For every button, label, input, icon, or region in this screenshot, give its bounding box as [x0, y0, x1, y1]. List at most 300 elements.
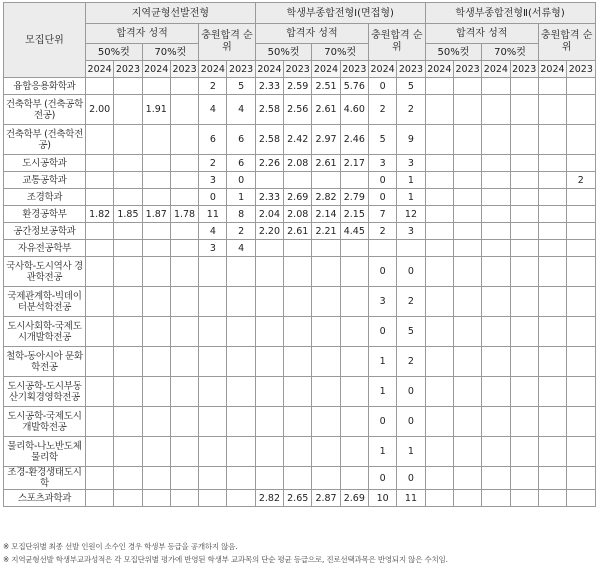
table-cell	[482, 172, 510, 189]
department-name: 융합응용화학과	[4, 78, 86, 95]
table-cell: 0	[199, 189, 227, 206]
table-cell	[538, 347, 566, 377]
table-cell	[142, 437, 170, 467]
table-cell	[255, 257, 283, 287]
table-cell	[538, 206, 566, 223]
table-cell	[425, 78, 453, 95]
table-cell	[86, 125, 114, 155]
cut50-header: 50%컷	[255, 44, 312, 61]
table-cell: 2.65	[284, 490, 312, 507]
table-cell	[199, 407, 227, 437]
table-cell: 1.82	[86, 206, 114, 223]
table-cell	[170, 95, 198, 125]
table-cell: 2.46	[340, 125, 368, 155]
table-cell: 1.85	[114, 206, 142, 223]
year-header-2023: 2023	[170, 61, 198, 78]
table-cell	[453, 347, 481, 377]
table-cell	[142, 125, 170, 155]
table-cell	[114, 95, 142, 125]
table-cell: 4	[227, 95, 255, 125]
table-cell	[482, 490, 510, 507]
table-cell	[86, 155, 114, 172]
table-cell	[453, 407, 481, 437]
table-cell: 11	[397, 490, 425, 507]
table-cell	[255, 287, 283, 317]
header-row-cuts	[4, 44, 596, 61]
admission-results-body	[4, 78, 596, 507]
table-cell: 2	[567, 172, 595, 189]
table-cell: 5	[368, 125, 396, 155]
table-cell	[510, 95, 538, 125]
table-cell	[199, 467, 227, 490]
table-cell	[284, 172, 312, 189]
table-cell	[482, 125, 510, 155]
table-cell	[114, 490, 142, 507]
table-cell: 0	[368, 172, 396, 189]
table-cell: 1	[368, 437, 396, 467]
department-name: 환경공학부	[4, 206, 86, 223]
year-header-2023: 2023	[114, 61, 142, 78]
table-cell	[510, 189, 538, 206]
department-name: 자유전공학부	[4, 240, 86, 257]
table-cell	[142, 287, 170, 317]
table-cell	[425, 347, 453, 377]
table-cell	[538, 490, 566, 507]
table-cell: 0	[368, 407, 396, 437]
table-cell	[170, 155, 198, 172]
table-cell	[453, 206, 481, 223]
table-cell: 9	[397, 125, 425, 155]
table-cell	[284, 287, 312, 317]
department-name: 건축학부 (건축공학전공)	[4, 95, 86, 125]
table-cell	[425, 189, 453, 206]
table-cell	[227, 490, 255, 507]
table-cell	[142, 155, 170, 172]
table-cell	[227, 347, 255, 377]
table-cell	[453, 223, 481, 240]
table-cell	[425, 95, 453, 125]
table-cell: 2	[368, 223, 396, 240]
table-cell	[453, 257, 481, 287]
table-cell	[114, 223, 142, 240]
table-cell	[170, 78, 198, 95]
table-cell	[510, 407, 538, 437]
table-cell	[567, 347, 595, 377]
table-cell	[170, 377, 198, 407]
table-cell: 7	[368, 206, 396, 223]
table-cell: 1	[397, 189, 425, 206]
table-cell	[142, 490, 170, 507]
table-cell	[510, 78, 538, 95]
table-cell: 2.59	[284, 78, 312, 95]
table-cell	[425, 377, 453, 407]
year-header-2024: 2024	[482, 61, 510, 78]
group-header-document: 학생부종합전형Ⅱ(서류형)	[425, 3, 595, 24]
table-cell	[510, 125, 538, 155]
table-row	[4, 287, 596, 317]
table-cell: 2.58	[255, 125, 283, 155]
table-cell	[227, 287, 255, 317]
table-cell	[567, 467, 595, 490]
table-cell	[114, 317, 142, 347]
table-cell	[312, 467, 340, 490]
year-header-2024: 2024	[312, 61, 340, 78]
table-cell: 2.82	[255, 490, 283, 507]
table-cell	[538, 317, 566, 347]
table-cell	[340, 467, 368, 490]
table-cell: 2.61	[284, 223, 312, 240]
year-header-2024: 2024	[142, 61, 170, 78]
group-header-regional: 지역균형선발전형	[86, 3, 256, 24]
table-cell	[284, 377, 312, 407]
table-cell	[510, 257, 538, 287]
table-cell: 2.08	[284, 155, 312, 172]
footnote-1: ※ 모집단위별 최종 선발 인원이 소수인 경우 학생부 등급을 공개하지 않음.	[3, 542, 238, 551]
table-cell	[284, 437, 312, 467]
table-cell	[482, 206, 510, 223]
department-name: 도시공학과	[4, 155, 86, 172]
table-cell	[425, 467, 453, 490]
table-cell	[255, 347, 283, 377]
table-cell: 2.79	[340, 189, 368, 206]
table-cell	[538, 223, 566, 240]
cut70-header: 70%컷	[142, 44, 199, 61]
table-cell	[510, 240, 538, 257]
table-cell	[567, 240, 595, 257]
department-name: 국제관계학-빅데이 터분석학전공	[4, 287, 86, 317]
table-cell	[453, 78, 481, 95]
year-header-2023: 2023	[567, 61, 595, 78]
year-header-2024: 2024	[538, 61, 566, 78]
department-name: 스포츠과학과	[4, 490, 86, 507]
table-cell: 0	[227, 172, 255, 189]
table-cell	[199, 257, 227, 287]
table-cell	[312, 317, 340, 347]
table-cell	[567, 155, 595, 172]
table-cell	[142, 317, 170, 347]
table-cell	[510, 206, 538, 223]
table-cell	[255, 377, 283, 407]
table-cell: 0	[368, 78, 396, 95]
table-cell: 0	[397, 407, 425, 437]
table-cell	[453, 95, 481, 125]
table-cell	[453, 377, 481, 407]
table-cell: 2.08	[284, 206, 312, 223]
table-cell	[86, 240, 114, 257]
table-cell: 2.82	[312, 189, 340, 206]
pass-score-header-interview: 합격자 성적	[255, 24, 368, 44]
table-cell	[170, 257, 198, 287]
table-cell: 1	[397, 437, 425, 467]
table-cell: 1	[368, 377, 396, 407]
department-name: 교통공학과	[4, 172, 86, 189]
table-cell	[114, 407, 142, 437]
table-cell: 2.61	[312, 155, 340, 172]
cut70-header: 70%컷	[312, 44, 369, 61]
table-cell	[170, 437, 198, 467]
table-cell	[538, 172, 566, 189]
table-cell	[227, 467, 255, 490]
table-cell	[482, 155, 510, 172]
table-row	[4, 240, 596, 257]
table-cell: 1.91	[142, 95, 170, 125]
table-cell	[86, 223, 114, 240]
table-cell	[199, 437, 227, 467]
table-cell	[482, 257, 510, 287]
table-cell	[170, 125, 198, 155]
table-cell	[453, 437, 481, 467]
table-cell	[170, 407, 198, 437]
table-cell: 2.20	[255, 223, 283, 240]
table-row	[4, 95, 596, 125]
table-row	[4, 257, 596, 287]
table-cell	[142, 347, 170, 377]
year-header-2023: 2023	[284, 61, 312, 78]
table-cell: 2	[227, 223, 255, 240]
table-cell	[425, 257, 453, 287]
table-cell	[86, 490, 114, 507]
table-cell: 0	[368, 257, 396, 287]
table-cell: 12	[397, 206, 425, 223]
unit-header: 모집단위	[4, 3, 86, 78]
table-cell: 2.58	[255, 95, 283, 125]
table-cell: 3	[397, 223, 425, 240]
table-cell	[199, 347, 227, 377]
table-cell	[510, 467, 538, 490]
department-name: 철학-동아시아 문화학전공	[4, 347, 86, 377]
table-cell: 5	[397, 78, 425, 95]
table-cell	[482, 317, 510, 347]
table-cell	[482, 437, 510, 467]
table-cell	[142, 189, 170, 206]
department-name: 국사학-도시역사 경관학전공	[4, 257, 86, 287]
table-cell: 2	[368, 95, 396, 125]
table-cell: 3	[397, 155, 425, 172]
footnote-2: ※ 지역균형선발 학생부교과성적은 각 모집단위별 평가에 반영된 학생부 교과목의 단순 평균 등급으로, 진로선택과목은 반영되지 않은 수치임.	[3, 555, 448, 564]
table-cell: 2.51	[312, 78, 340, 95]
table-cell: 3	[368, 155, 396, 172]
rank-header-regional: 충원합격 순위	[199, 24, 256, 61]
year-header-2024: 2024	[425, 61, 453, 78]
table-cell: 1.78	[170, 206, 198, 223]
table-cell	[538, 189, 566, 206]
table-cell: 1.87	[142, 206, 170, 223]
table-cell: 2.21	[312, 223, 340, 240]
table-cell	[114, 377, 142, 407]
table-cell: 2	[397, 347, 425, 377]
table-cell	[170, 189, 198, 206]
table-cell: 0	[397, 467, 425, 490]
table-cell	[453, 189, 481, 206]
table-cell: 2.33	[255, 189, 283, 206]
table-cell	[340, 287, 368, 317]
table-cell	[567, 206, 595, 223]
table-cell: 0	[368, 317, 396, 347]
table-cell	[538, 125, 566, 155]
table-cell: 0	[368, 189, 396, 206]
table-cell	[312, 172, 340, 189]
table-cell	[340, 240, 368, 257]
table-cell: 1	[227, 189, 255, 206]
year-header-2023: 2023	[453, 61, 481, 78]
table-cell	[86, 189, 114, 206]
table-cell	[86, 467, 114, 490]
cut50-header: 50%컷	[425, 44, 482, 61]
table-cell	[312, 240, 340, 257]
table-cell	[255, 407, 283, 437]
table-cell: 2	[397, 287, 425, 317]
table-cell	[114, 172, 142, 189]
table-cell	[142, 172, 170, 189]
table-cell: 4.60	[340, 95, 368, 125]
table-cell	[538, 407, 566, 437]
table-cell	[510, 377, 538, 407]
table-cell	[170, 240, 198, 257]
table-cell: 2.97	[312, 125, 340, 155]
table-cell	[340, 317, 368, 347]
table-cell: 2.17	[340, 155, 368, 172]
table-cell	[510, 287, 538, 317]
table-cell: 6	[227, 155, 255, 172]
table-cell	[453, 172, 481, 189]
pass-score-header-document: 합격자 성적	[425, 24, 538, 44]
table-cell	[510, 317, 538, 347]
table-cell	[199, 490, 227, 507]
table-cell	[199, 377, 227, 407]
table-cell: 2.69	[284, 189, 312, 206]
table-cell	[340, 377, 368, 407]
cut50-header: 50%컷	[86, 44, 143, 61]
rank-header-document: 충원합격 순위	[538, 24, 595, 61]
table-cell	[284, 317, 312, 347]
department-name: 조경-환경생태도시학	[4, 467, 86, 490]
rank-header-interview: 충원합격 순위	[368, 24, 425, 61]
table-cell	[425, 172, 453, 189]
table-row	[4, 377, 596, 407]
table-cell	[340, 257, 368, 287]
table-cell	[142, 407, 170, 437]
table-cell: 2.87	[312, 490, 340, 507]
table-cell	[567, 437, 595, 467]
table-cell	[425, 240, 453, 257]
table-cell	[453, 317, 481, 347]
table-cell	[567, 287, 595, 317]
table-cell	[312, 377, 340, 407]
table-row	[4, 189, 596, 206]
table-cell	[482, 78, 510, 95]
table-cell	[142, 240, 170, 257]
table-cell	[538, 257, 566, 287]
table-cell	[227, 407, 255, 437]
header-row-categories	[4, 24, 596, 44]
table-cell: 8	[227, 206, 255, 223]
table-cell	[538, 437, 566, 467]
table-cell	[425, 287, 453, 317]
table-cell: 3	[199, 240, 227, 257]
table-cell: 2.15	[340, 206, 368, 223]
table-cell	[425, 223, 453, 240]
table-cell: 2.14	[312, 206, 340, 223]
table-cell	[538, 155, 566, 172]
table-cell	[170, 287, 198, 317]
table-cell	[340, 407, 368, 437]
table-cell	[510, 437, 538, 467]
table-cell: 5	[397, 317, 425, 347]
table-cell	[255, 172, 283, 189]
table-cell	[114, 257, 142, 287]
table-cell	[510, 155, 538, 172]
table-cell	[538, 78, 566, 95]
table-cell: 1	[397, 172, 425, 189]
year-header-2024: 2024	[368, 61, 396, 78]
table-cell	[284, 467, 312, 490]
table-cell	[142, 223, 170, 240]
table-cell	[255, 437, 283, 467]
table-cell: 2.33	[255, 78, 283, 95]
table-cell	[312, 407, 340, 437]
table-cell: 0	[397, 377, 425, 407]
table-cell: 2.56	[284, 95, 312, 125]
table-cell	[86, 172, 114, 189]
table-cell	[538, 287, 566, 317]
table-cell: 0	[368, 467, 396, 490]
table-cell	[170, 467, 198, 490]
table-cell	[114, 78, 142, 95]
table-cell	[567, 407, 595, 437]
table-cell	[482, 287, 510, 317]
table-cell: 1	[368, 347, 396, 377]
table-cell: 4	[199, 95, 227, 125]
table-cell: 2.69	[340, 490, 368, 507]
table-cell	[284, 257, 312, 287]
department-name: 조경학과	[4, 189, 86, 206]
table-cell	[114, 240, 142, 257]
table-cell	[510, 347, 538, 377]
table-row	[4, 206, 596, 223]
header-row-years	[4, 61, 596, 78]
header-row-groups	[4, 3, 596, 24]
table-cell	[114, 189, 142, 206]
table-cell	[567, 125, 595, 155]
table-cell	[227, 377, 255, 407]
table-cell	[86, 317, 114, 347]
table-cell	[567, 189, 595, 206]
table-cell: 5.76	[340, 78, 368, 95]
table-row	[4, 467, 596, 490]
table-row	[4, 223, 596, 240]
table-cell	[425, 317, 453, 347]
table-cell	[312, 257, 340, 287]
table-cell	[368, 240, 396, 257]
table-cell	[114, 155, 142, 172]
table-cell	[255, 317, 283, 347]
table-cell	[86, 347, 114, 377]
department-name: 도시공학-국제도시 개발학전공	[4, 407, 86, 437]
table-cell: 4	[199, 223, 227, 240]
table-cell	[510, 223, 538, 240]
table-cell	[482, 95, 510, 125]
table-cell	[114, 287, 142, 317]
table-cell	[340, 172, 368, 189]
table-cell	[482, 223, 510, 240]
table-cell	[453, 467, 481, 490]
table-cell	[567, 78, 595, 95]
table-cell	[142, 467, 170, 490]
table-cell	[142, 78, 170, 95]
department-name: 물리학-나노반도체 물리학	[4, 437, 86, 467]
table-row	[4, 407, 596, 437]
table-cell	[199, 317, 227, 347]
